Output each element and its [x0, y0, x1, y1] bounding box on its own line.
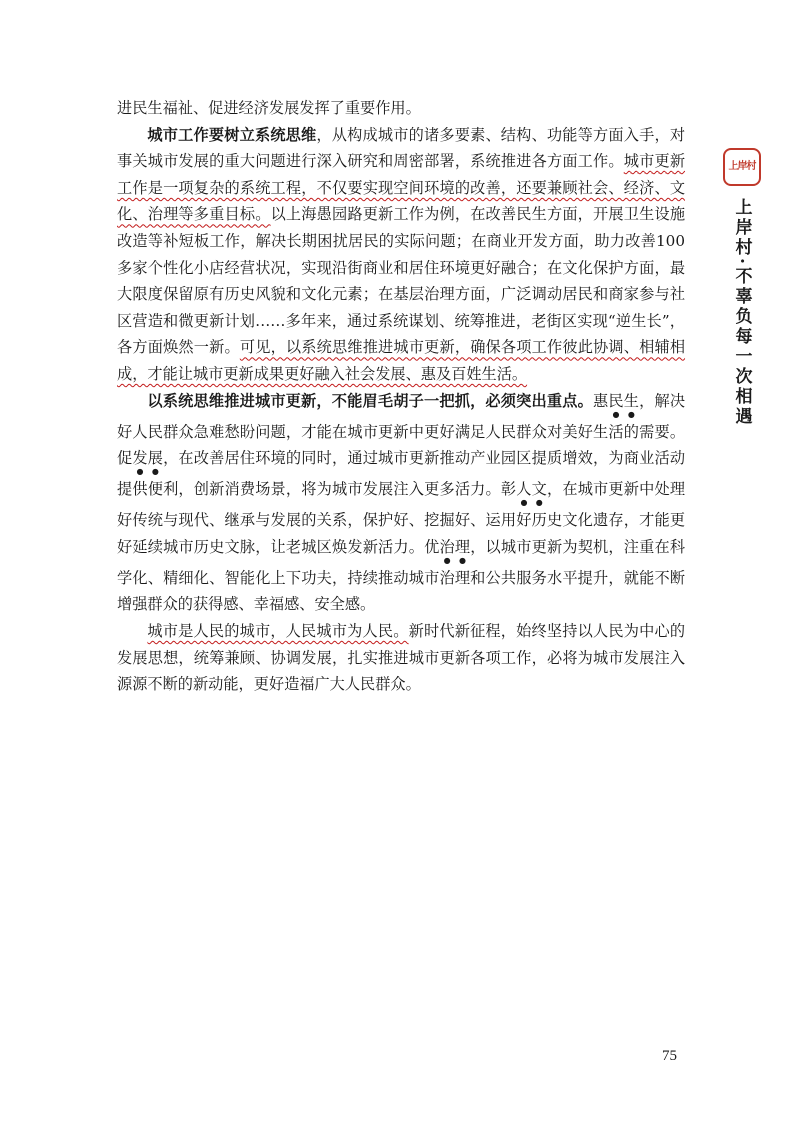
text-segment: ，在城市更新中处理好传统与现代、继承与发展的关系，保护好、挖掘好、运用好历史文化遗存，才能更好延续城市历史文脉，让老城区焕发新活力。优 — [117, 480, 686, 556]
text-dot: 治理 — [439, 537, 471, 556]
side-banner — [722, 148, 762, 427]
text-dot: 发展 — [132, 449, 164, 468]
paragraph — [117, 388, 685, 618]
text-segment: 进民生福祉、促进经济发展发挥了重要作用。 — [117, 99, 421, 117]
page-number: 75 — [662, 1048, 677, 1064]
text-wavy: 城市更新工作是一项复杂的系统工程，不仅要实现空间环境的改善，还要兼顾社会、经济、文化、治理等多重目标。 — [117, 152, 686, 224]
brand-seal-icon — [723, 148, 761, 186]
text-bold: 城市工作要树立系统思维 — [147, 125, 317, 144]
text-segment: 以上海愚园路更新工作为例，在改善民生方面，开展卫生设施改造等补短板工作，解决长期困扰居民的实际问题；在商业开发方面，助力改善100多家个性化小店经营状况，实现沿街商业和居住环境更好融合；在文化保护方面，最大限度保留原有历史风貌和文化元素；在基层治理方面，广泛调动居民和商家参与社区营造和微更新计划……多年来，通过系统谋划、统筹推进，老街区实现“逆生长”，各方面焕然一新。 — [117, 205, 686, 357]
text-bold: 以系统思维推进城市更新，不能眉毛胡子一把抓，必须突出重点。 — [147, 391, 593, 410]
text-segment: 新时代新征程，始终坚持以人民为中心的发展思想，统筹兼顾、协调发展，扎实推进城市更新各项工作，必将为城市发展注入源源不断的新动能，更好造福广大人民群众。 — [117, 621, 686, 694]
text-wavy: 可见，以系统思维推进城市更新，确保各项工作彼此协调、相辅相成，才能让城市更新成果更好融入社会发展、惠及百姓生活。 — [117, 338, 686, 383]
text-segment: ，解决好人民群众急难愁盼问题，才能在城市更新中更好满足人民群众对美好生活的需要。促 — [117, 391, 686, 468]
text-segment: ，以城市更新为契机，注重在科学化、精细化、智能化上下功夫，持续推动城市治理和公共服务水平提升，就能不断增强群众的获得感、幸福感、安全感。 — [117, 537, 686, 614]
side-slogan: 上岸村·不辜负每一次相遇 — [731, 198, 752, 427]
paragraph — [117, 122, 685, 388]
text-segment: ，从构成城市的诸多要素、结构、功能等方面入手，对事关城市发展的重大问题进行深入研究和周密部署，系统推进各方面工作。 — [117, 125, 686, 171]
article-body — [117, 95, 685, 698]
text-segment: 惠 — [593, 391, 609, 410]
brand-seal-text: 上岸村 — [728, 161, 756, 172]
text-segment: ，在改善居住环境的同时，通过城市更新推动产业园区提质增效，为商业活动提供便利，创新消费场景，将为城市发展注入更多活力。彰 — [117, 449, 686, 499]
text-dot: 人文 — [516, 480, 547, 499]
text-wavy: 城市是人民的城市，人民城市为人民。 — [147, 621, 409, 640]
paragraph — [117, 618, 685, 698]
text-dot: 民生 — [608, 391, 640, 410]
paragraph — [117, 95, 685, 122]
